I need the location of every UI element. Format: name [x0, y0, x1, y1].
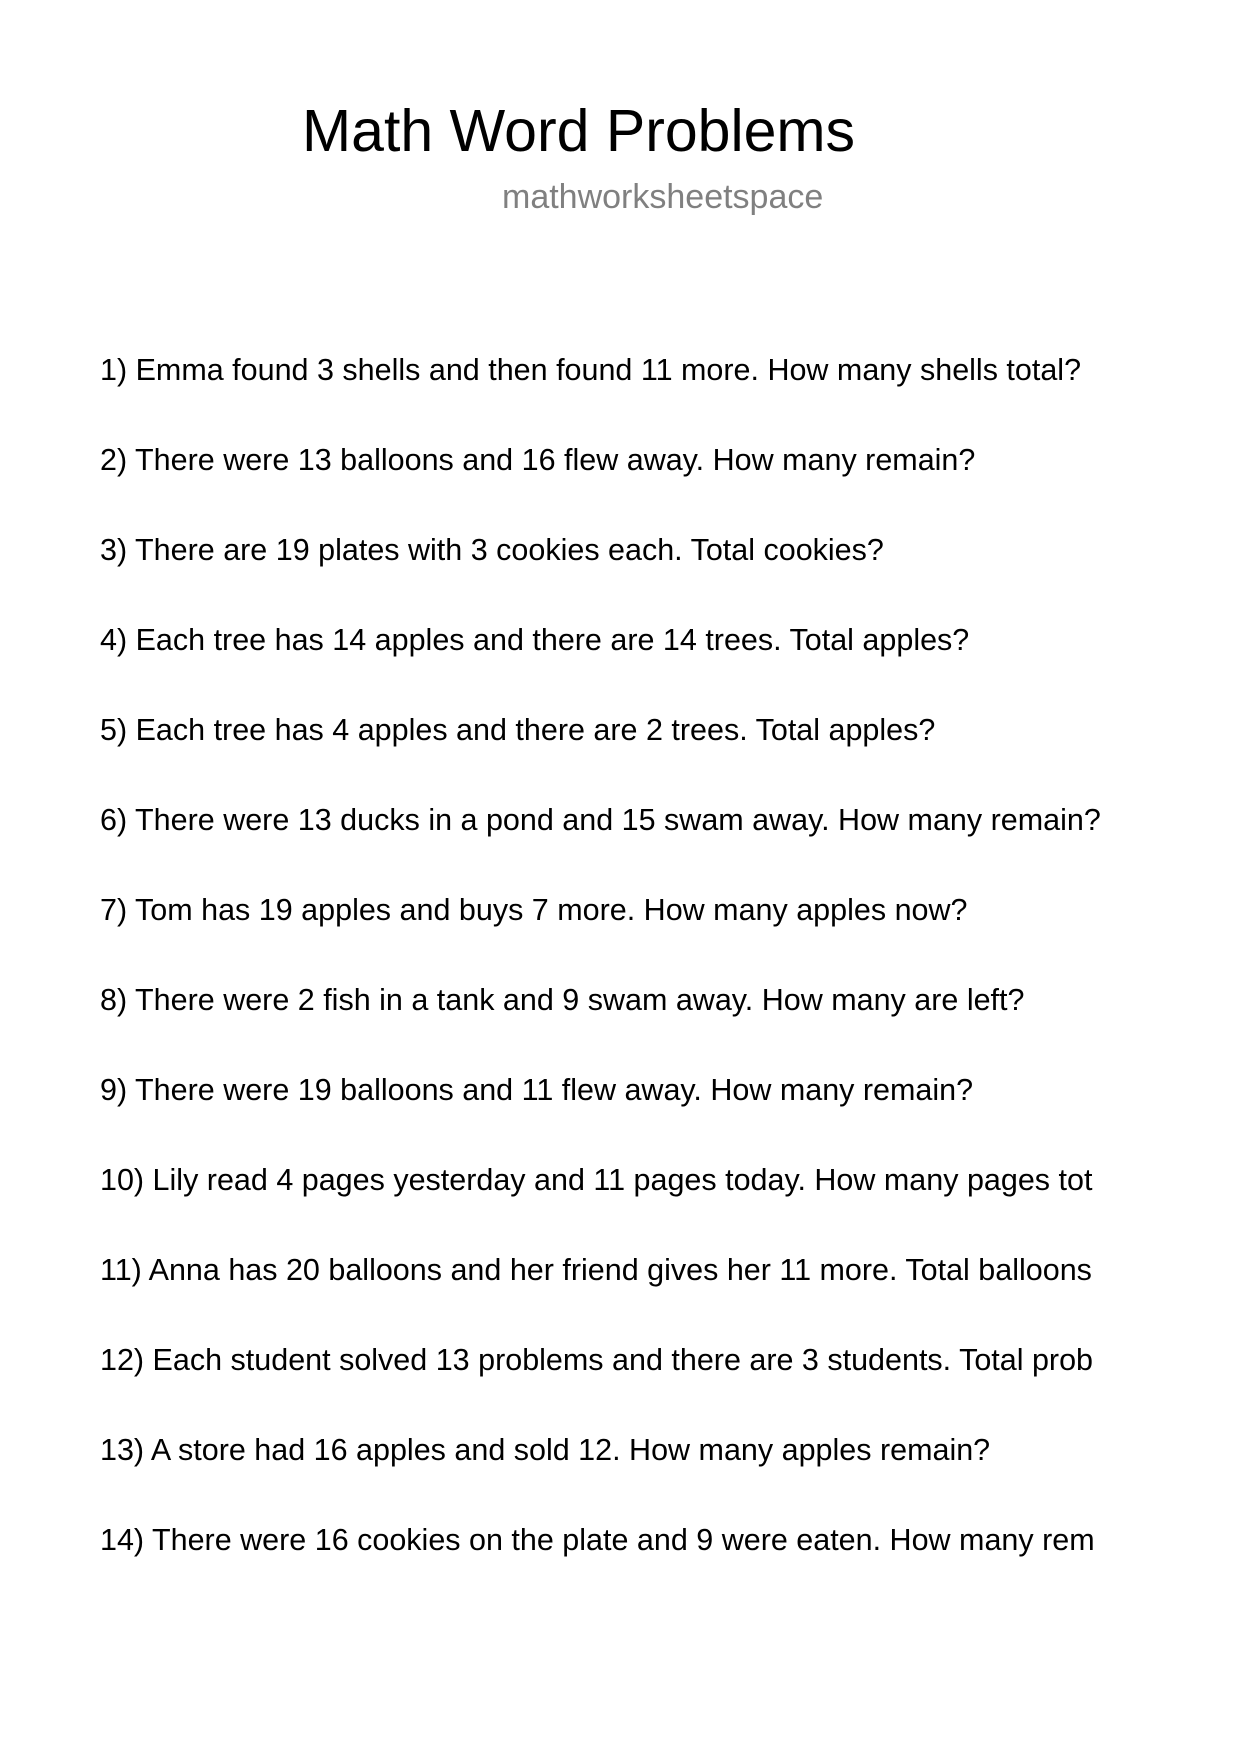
- problem-item: 11) Anna has 20 balloons and her friend gives her 11 more. Total balloons: [100, 1255, 1092, 1287]
- problem-item: 3) There are 19 plates with 3 cookies each. Total cookies?: [100, 535, 884, 567]
- worksheet-title: Math Word Problems: [302, 98, 856, 164]
- problem-item: 8) There were 2 fish in a tank and 9 swam away. How many are left?: [100, 985, 1025, 1017]
- problem-item: 1) Emma found 3 shells and then found 11 more. How many shells total?: [100, 355, 1082, 387]
- problem-item: 9) There were 19 balloons and 11 flew away. How many remain?: [100, 1075, 974, 1107]
- problem-item: 10) Lily read 4 pages yesterday and 11 pages today. How many pages tot: [100, 1165, 1093, 1197]
- worksheet-subtitle: mathworksheetspace: [502, 178, 824, 216]
- problem-item: 4) Each tree has 14 apples and there are 14 trees. Total apples?: [100, 625, 970, 657]
- problem-item: 6) There were 13 ducks in a pond and 15 swam away. How many remain?: [100, 805, 1101, 837]
- problem-item: 12) Each student solved 13 problems and there are 3 students. Total prob: [100, 1345, 1094, 1377]
- problem-item: 13) A store had 16 apples and sold 12. How many apples remain?: [100, 1435, 991, 1467]
- problem-list: [100, 355, 1240, 1615]
- problem-item: 7) Tom has 19 apples and buys 7 more. How many apples now?: [100, 895, 968, 927]
- problem-item: 2) There were 13 balloons and 16 flew away. How many remain?: [100, 445, 976, 477]
- problem-item: 5) Each tree has 4 apples and there are 2 trees. Total apples?: [100, 715, 936, 747]
- problem-item: 14) There were 16 cookies on the plate and 9 were eaten. How many rem: [100, 1525, 1095, 1557]
